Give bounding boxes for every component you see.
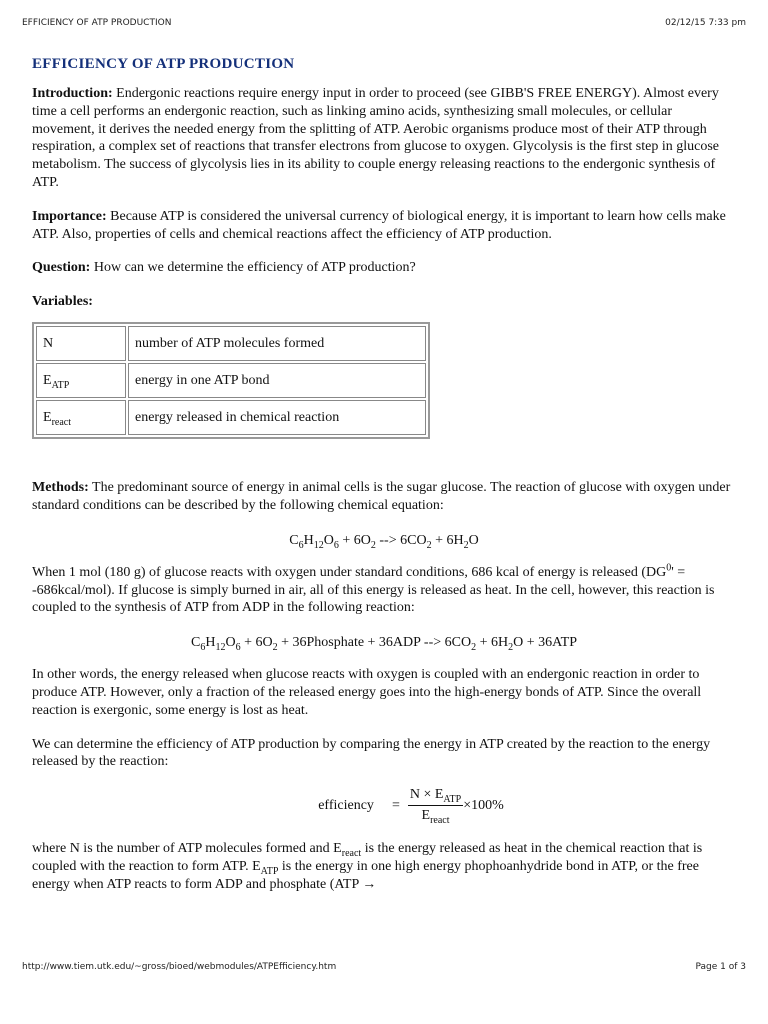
- print-footer: [0, 962, 768, 976]
- question-label: Question:: [32, 260, 91, 276]
- glucose-combustion-equation: $C_6H_{12}O_6 + 6O_2$ --> $6CO_2 + 6H_2O$: [289, 532, 479, 551]
- other-words-paragraph: In other words, the energy released when glucose reacts with oxygen is coupled with an endergonic reaction in order to produce ATP. However, only a fraction of the released energy goes into the high-energy bonds of ATP. Since the overall reaction is exergonic, some energy is lost as heat.: [32, 667, 702, 718]
- formula-numerator: $N \times E_{ATP}$: [409, 787, 462, 805]
- variable-description: energy in one ATP bond: [128, 363, 426, 398]
- importance-paragraph: [32, 208, 736, 244]
- variables-heading: Variables:: [32, 294, 93, 310]
- variable-description: number of ATP molecules formed: [128, 326, 426, 361]
- mol-paragraph: When 1 mol (180 g) of glucose reacts with oxygen under standard conditions, 686 kcal of energy is released ($DG^0'$ = -686kcal/mol). If glucose is simply burned in air, all of this energy is released as heat. In the cell, however, this reaction is coupled to the synthesis of ATP from ADP in the following reaction:: [32, 562, 715, 616]
- importance-text: Because ATP is considered the universal currency of biological energy, it is important to learn how cells make ATP. Also, properties of cells and chemical reactions affect the efficiency of ATP production.: [32, 208, 726, 242]
- intro-label: Introduction:: [32, 86, 113, 101]
- footer-page-number: Page 1 of 3: [695, 962, 746, 972]
- coupled-atp-equation: $C_6H_{12}O_6 + 6O_2$ + 36Phosphate + 36ADP --> $6CO_2 + 6H_2O + 36ATP$: [190, 635, 578, 653]
- question-text: How can we determine the efficiency of ATP production?: [90, 260, 416, 276]
- question-paragraph: [32, 259, 736, 277]
- variable-description: energy released in chemical reaction: [128, 400, 426, 435]
- intro-paragraph: [32, 85, 736, 192]
- formula-equals: =: [391, 797, 400, 813]
- formula-denominator: $E_{react}$: [421, 808, 450, 826]
- header-title: EFFICIENCY OF ATP PRODUCTION: [22, 18, 172, 28]
- where-paragraph: where N is the number of ATP molecules formed and $E_{react}$ is the energy released as heat in the chemical reaction that is coupled with the reaction to form ATP. $E_{ATP}$ is the energy in one high energy phophoanhydride bond in ATP, or the free energy when ATP reacts to form ADP and phosphate (ATP →: [32, 841, 703, 892]
- print-header: [0, 18, 768, 32]
- right-arrow-icon: →: [362, 876, 377, 892]
- document-body: [32, 56, 736, 910]
- methods-paragraph: [32, 479, 736, 515]
- variable-symbol: $E_{react}$: [36, 400, 126, 435]
- table-row: [36, 363, 426, 398]
- efficiency-formula: [32, 787, 736, 824]
- table-row: [36, 326, 426, 361]
- header-timestamp: 02/12/15 7:33 pm: [665, 18, 746, 28]
- variable-symbol: $E_{ATP}$: [36, 363, 126, 398]
- intro-text: Endergonic reactions require energy input in order to proceed (see GIBB'S FREE ENERGY). Almost every time a cell performs an endergonic reaction, such as linking amino acids, synthesizing small molecules, or cellular movement, it derives the needed energy from the splitting of ATP. Aerobic organisms produce most of their ATP through respiration, a complex set of reactions that transfer electrons from glucose to oxygen. Glycolysis is the first step in glucose metabolism. The success of glycolysis lies in its ability to couple energy releasing reactions to the endergonic synthesis of ATP.: [32, 86, 719, 190]
- footer-url: http://www.tiem.utk.edu/~gross/bioed/webmodules/ATPEfficiency.htm: [22, 962, 337, 972]
- table-row: [36, 400, 426, 435]
- formula-fraction: [408, 787, 463, 824]
- formula-tail: ×100%: [463, 797, 504, 813]
- determine-paragraph: We can determine the efficiency of ATP production by comparing the energy in ATP created by the reaction to the energy released by the reaction:: [32, 736, 711, 770]
- variable-symbol: N: [36, 326, 126, 361]
- methods-text: The predominant source of energy in animal cells is the sugar glucose. The reaction of glucose with oxygen under standard conditions can be described by the following chemical equation:: [32, 480, 731, 513]
- variables-table: [32, 322, 430, 439]
- formula-lhs: efficiency: [318, 797, 374, 813]
- importance-label: Importance:: [32, 208, 107, 224]
- methods-label: Methods:: [32, 480, 89, 496]
- page-title: EFFICIENCY OF ATP PRODUCTION: [32, 56, 295, 72]
